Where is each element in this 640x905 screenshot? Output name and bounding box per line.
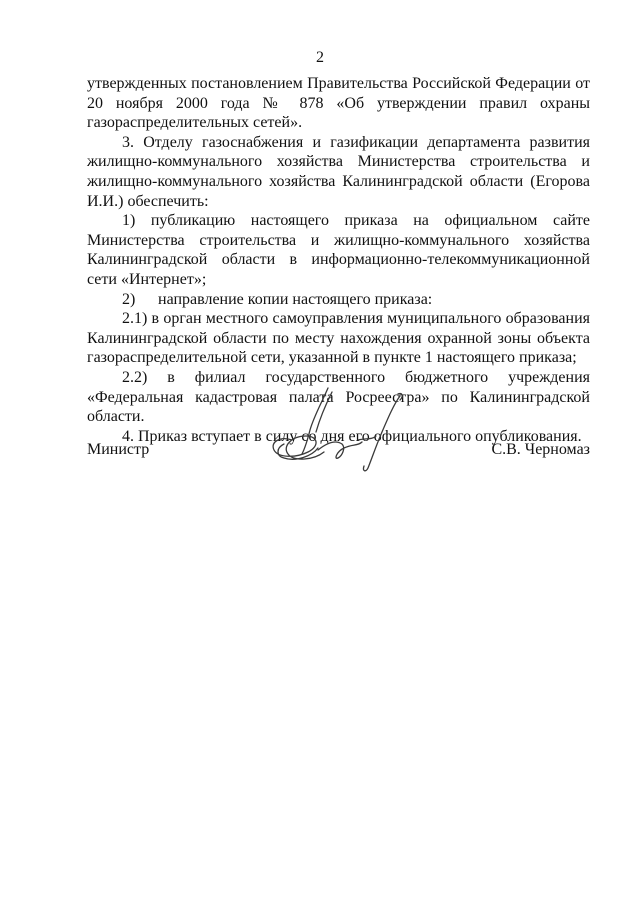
signatory-title: Министр bbox=[87, 441, 150, 458]
paragraph-item-2-2: 2.2) в филиал государственного бюджетного учреждения «Федеральная кадастровая палата Росреестра» по Калининградской области. bbox=[87, 368, 590, 426]
paragraph-clause-3: 3. Отделу газоснабжения и газификации департамента развития жилищно-коммунального хозяйства Министерства строительства и жилищно-коммунального хозяйства Калининградской области (Егорова И.И.) обеспечить: bbox=[87, 133, 590, 210]
handwritten-signature bbox=[262, 378, 412, 478]
paragraph-item-1: 1) публикацию настоящего приказа на официальном сайте Министерства строительства и жилищно-коммунального хозяйства Калининградской области в информационно-телекоммуникационной сети «Интернет»; bbox=[87, 212, 590, 288]
paragraph-clause-4: 4. Приказ вступает в силу со дня его официального опубликования. bbox=[122, 427, 582, 445]
signatory-name: С.В. Черномаз bbox=[491, 441, 590, 458]
item-2-number: 2) bbox=[122, 290, 136, 308]
paragraph-item-2 bbox=[87, 290, 590, 310]
paragraph-continuation: утвержденных постановлением Правительства Российской Федерации от 20 ноября 2000 года № 878 «Об утверждении правил охраны газораспределительных сетей». bbox=[87, 75, 590, 132]
paragraph-item-2-1: 2.1) в орган местного самоуправления муниципального образования Калининградской области по месту нахождения охранной зоны объекта газораспределительной сети, указанной в пункте 1 настоящего приказа; bbox=[87, 310, 590, 367]
item-2-text: направление копии настоящего приказа: bbox=[158, 290, 433, 308]
signature-block bbox=[87, 440, 590, 462]
page-number: 2 bbox=[316, 49, 324, 66]
